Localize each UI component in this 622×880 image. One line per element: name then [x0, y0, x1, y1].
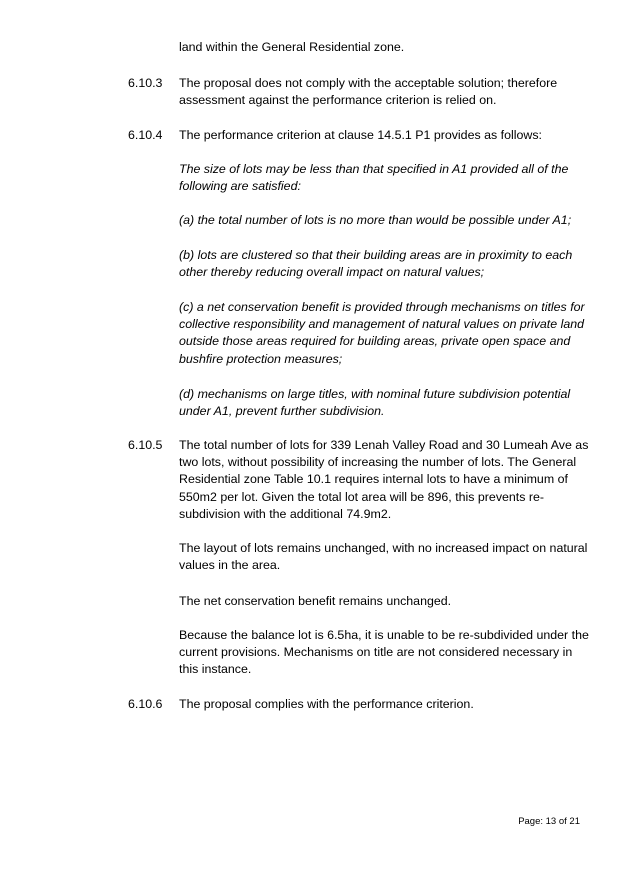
quote-item-b: (b) lots are clustered so that their building areas are in proximity to each other thereby reducing overall impact on natural values;	[179, 248, 573, 280]
quote-item-d: (d) mechanisms on large titles, with nominal future subdivision potential under A1, prevent further subdivision.	[179, 387, 571, 419]
section-6-10-5-para-2: The layout of lots remains unchanged, with no increased impact on natural values in the area.	[179, 541, 588, 573]
quote-item-a: (a) the total number of lots is no more than would be possible under A1;	[179, 213, 572, 227]
section-6-10-4-text: The performance criterion at clause 14.5.1 P1 provides as follows:	[179, 128, 542, 142]
quote-item-c: (c) a net conservation benefit is provided through mechanisms on titles for collective responsibility and management of natural values on private land outside those areas required for building areas, private open space and bushfire protection measures;	[179, 300, 585, 366]
section-6-10-5-para-1: The total number of lots for 339 Lenah Valley Road and 30 Lumeah Ave as two lots, without possibility of increasing the number of lots. The General Residential zone Table 10.1 requires internal lots to have a minimum of 550m2 per lot. Given the total lot area will be 896, this prevents re-subdivision with the additional 74.9m2.	[179, 438, 589, 521]
section-number-6-10-6: 6.10.6	[128, 697, 163, 711]
section-number-6-10-5: 6.10.5	[128, 438, 163, 452]
page-number: Page: 13 of 21	[518, 816, 580, 827]
section-number-6-10-3: 6.10.3	[128, 76, 163, 90]
intro-line: land within the General Residential zone.	[179, 40, 405, 54]
section-6-10-6-text: The proposal complies with the performance criterion.	[179, 697, 474, 711]
section-6-10-5-para-4: Because the balance lot is 6.5ha, it is unable to be re-subdivided under the current provisions. Mechanisms on title are not considered necessary in this instance.	[179, 628, 589, 677]
section-6-10-5-para-3: The net conservation benefit remains unchanged.	[179, 594, 452, 608]
section-6-10-3-text: The proposal does not comply with the acceptable solution; therefore assessment against the performance criterion is relied on.	[179, 76, 558, 108]
quote-intro: The size of lots may be less than that specified in A1 provided all of the following are satisfied:	[179, 162, 569, 194]
section-number-6-10-4: 6.10.4	[128, 128, 163, 142]
